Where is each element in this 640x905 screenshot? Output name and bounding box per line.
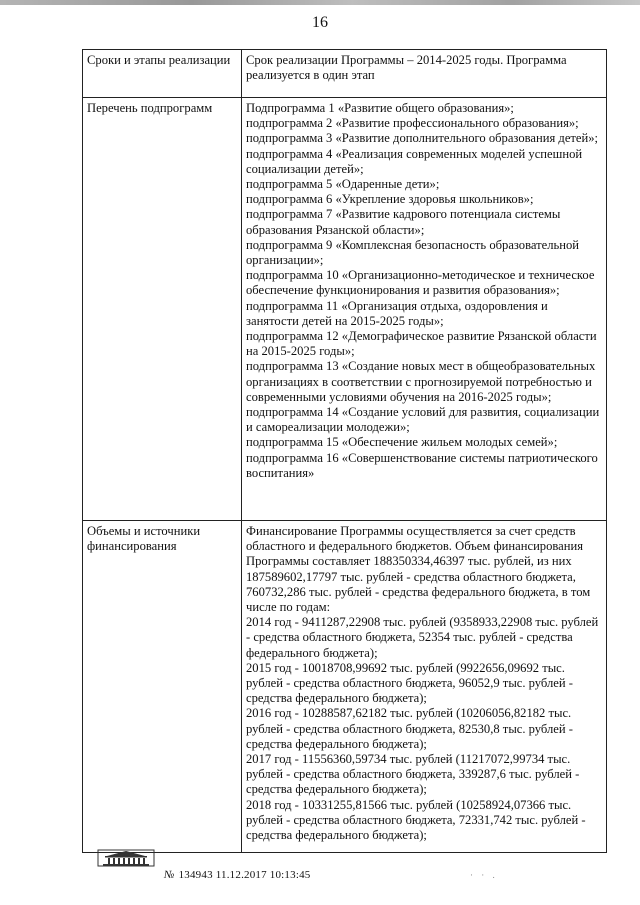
row-label-timing: Сроки и этапы реализации: [83, 50, 242, 98]
subprogram-item: подпрограмма 3 «Развитие дополнительного образования детей»;: [246, 131, 599, 146]
timing-text: Срок реализации Программы – 2014-2025 годы. Программа реализуется в один этап: [246, 53, 567, 83]
row-label-financing: Объемы и источники финансирования: [83, 521, 242, 853]
financing-year-2014: 2014 год - 9411287,22908 тыс. рублей (9358933,22908 тыс. рублей - средства областного бюджета, 52354 тыс. рублей - средства федерального бюджета);: [246, 615, 599, 660]
financing-year-2018: 2018 год - 10331255,81566 тыс. рублей (10258924,07366 тыс. рублей - средства областного бюджета, 72331,742 тыс. рублей - средства федерального бюджета);: [246, 797, 586, 843]
row-content-financing: [242, 521, 607, 853]
subprogram-item: подпрограмма 7 «Развитие кадрового потенциала системы образования Рязанской области»;: [246, 207, 561, 237]
table-row-financing: [83, 521, 607, 853]
subprogram-item: подпрограмма 9 «Комплексная безопасность образовательной организации»;: [246, 237, 580, 268]
program-passport-table: [82, 49, 607, 853]
row-content-timing: [242, 50, 607, 98]
row-label-subprograms: Перечень подпрограмм: [83, 98, 242, 521]
subprogram-item: подпрограмма 5 «Одаренные дети»;: [246, 177, 440, 192]
financing-year-2015: 2015 год - 10018708,99692 тыс. рублей (9922656,09692 тыс. рублей - средства областного бюджета, 96052,9 тыс. рублей - средства федерального бюджета);: [246, 660, 573, 706]
financing-summary: Финансирование Программы осуществляется за счет средств областного и федерального бюджетов. Объем финансирования Программы составляет 188350334,46397 тыс. рублей, из них 187589602,17797 тыс. рублей - средства областного бюджета, 760732,286 тыс. рублей - средства федерального бюджета, в том числе по годам:: [246, 524, 591, 615]
subprogram-item: подпрограмма 14 «Создание условий для развития, социализации и самореализации молодежи»;: [246, 405, 600, 435]
row-content-subprograms: [242, 98, 607, 521]
subprogram-item: подпрограмма 4 «Реализация современных моделей успешной социализации детей»;: [246, 146, 583, 176]
government-building-logo: [97, 849, 155, 867]
doc-number-and-timestamp: 134943 11.12.2017 10:13:45: [178, 869, 311, 881]
subprogram-item: подпрограмма 15 «Обеспечение жильем молодых семей»;: [246, 435, 558, 450]
document-registration-info: [164, 869, 310, 881]
scan-top-edge: [0, 0, 640, 5]
subprogram-item: подпрограмма 16 «Совершенствование системы патриотического воспитания»: [246, 450, 598, 480]
subprogram-item: подпрограмма 6 «Укрепление здоровья школьников»;: [246, 192, 534, 207]
subprogram-item: подпрограмма 13 «Создание новых мест в общеобразовательных организациях в соответствии с прогнозируемой потребностью и современными условиями обучения на 2016-2025 годы»;: [246, 359, 596, 404]
number-sign: №: [164, 869, 175, 881]
subprogram-item: подпрограмма 2 «Развитие профессионального образования»;: [246, 116, 579, 131]
table-row-timing: [83, 50, 607, 98]
financing-year-2017: 2017 год - 11556360,59734 тыс. рублей (11217072,99734 тыс. рублей - средства областного бюджета, 339287,6 тыс. рублей - средства федерального бюджета);: [246, 752, 580, 797]
subprogram-item: подпрограмма 10 «Организационно-методическое и техническое обеспечение функционирования и развития образования»;: [246, 268, 595, 298]
subprogram-item: подпрограмма 12 «Демографическое развитие Рязанской области на 2015-2025 годы»;: [246, 329, 597, 359]
page-number: 16: [312, 14, 328, 31]
financing-year-2016: 2016 год - 10288587,62182 тыс. рублей (10206056,82182 тыс. рублей - средства областного бюджета, 82530,8 тыс. рублей - средства федерального бюджета);: [246, 706, 573, 751]
scan-specks: · · .: [470, 870, 498, 880]
subprogram-item: Подпрограмма 1 «Развитие общего образования»;: [246, 101, 514, 115]
table-row-subprograms: [83, 98, 607, 521]
subprogram-item: подпрограмма 11 «Организация отдыха, оздоровления и занятости детей на 2015-2025 годы»;: [246, 298, 548, 328]
